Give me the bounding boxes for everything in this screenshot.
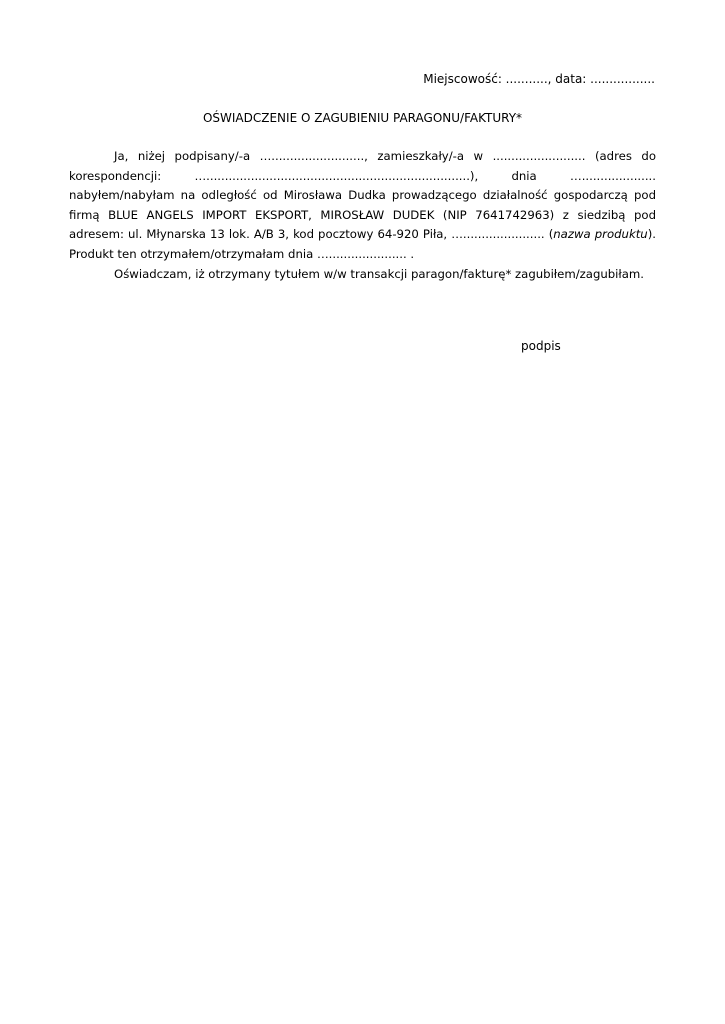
paragraph-1-text-part-2: ). Produkt ten otrzymałem/otrzymałam dnia …..................... . (69, 227, 656, 261)
paragraph-1-text-part-1: Ja, niżej podpisany/-a …........................., zamieszkały/-a w ......................... (adres do korespondencji: ….......................................................................), dnia ….................... nabyłem/nabyłam na odległość od Mirosława Dudka prowadzącego działalność gospodarczą pod firmą BLUE ANGELS IMPORT EKSPORT, MIROSŁAW DUDEK (NIP 7641742963) z siedzibą pod adresem: ul. Młynarska 13 lok. A/B 3, kod pocztowy 64-920 Piła, …...................... ( (69, 149, 656, 242)
declaration-paragraph-1 (69, 147, 656, 265)
product-name-label: nazwa produktu (553, 227, 648, 242)
place-date-line: Miejscowość: ..........., data: ................. (423, 72, 655, 86)
declaration-body (69, 147, 656, 284)
document-title: OŚWIADCZENIE O ZAGUBIENIU PARAGONU/FAKTURY* (202, 111, 523, 125)
declaration-paragraph-2: Oświadczam, iż otrzymany tytułem w/w transakcji paragon/fakturę* zagubiłem/zagubiłam. (114, 266, 645, 281)
signature-label: podpis (521, 339, 561, 353)
